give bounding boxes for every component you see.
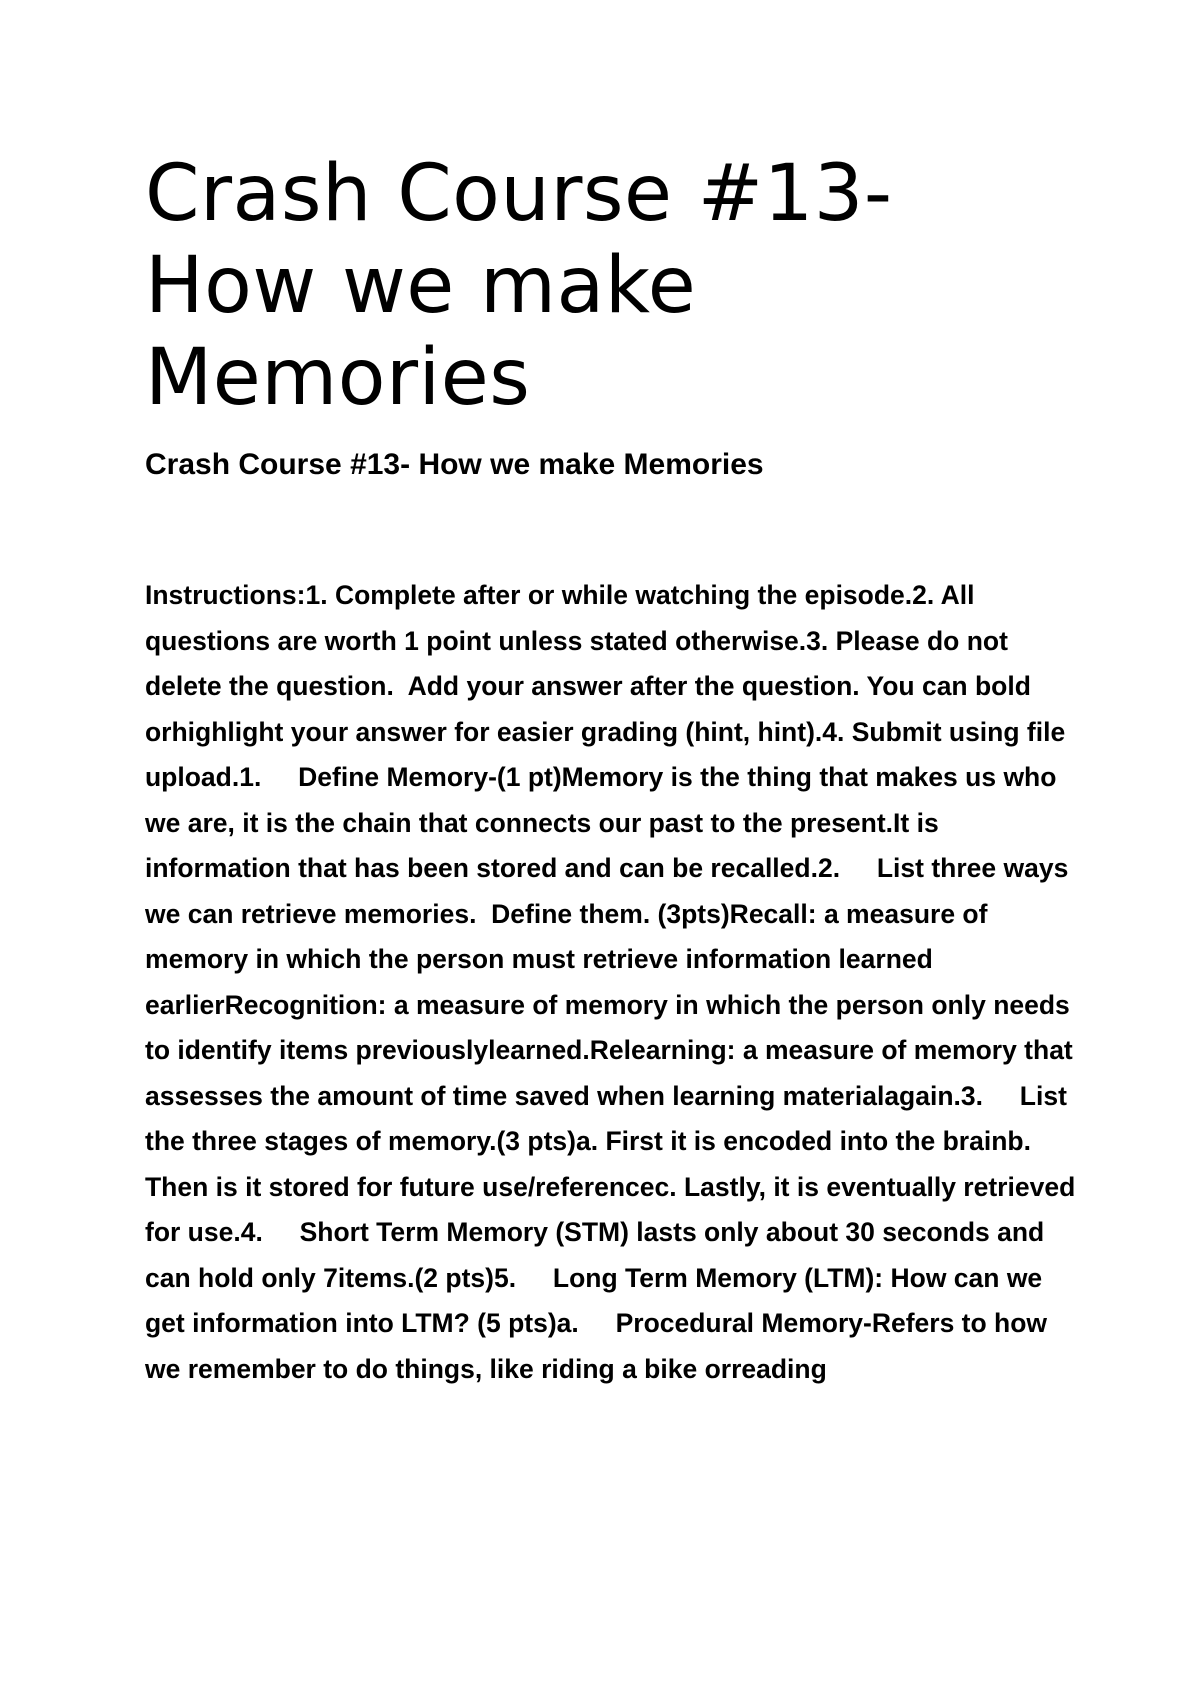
- document-subtitle: Crash Course #13- How we make Memories: [145, 448, 764, 481]
- document-title: Crash Course #13- How we make Memories: [145, 149, 893, 423]
- document-body: Instructions:1. Complete after or while watching the episode.2. All questions are worth 1 point unless stated otherwise.3. Please do not delete the question. Add your answer after the question. You can bold orhighlight your answer for easier grading (hint, hint).4. Submit using file upload.1. Define Memory-(1 pt)Memory is the thing that makes us who we are, it is the chain that connects our past to the present.It is information that has been stored and can be recalled.2. List three ways we can retrieve memories. Define them. (3pts)Recall: a measure of memory in which the person must retrieve information learned earlierRecognition: a measure of memory in which the person only needs to identify items previouslylearned.Relearning: a measure of memory that assesses the amount of time saved when learning materialagain.3. List the three stages of memory.(3 pts)a. First it is encoded into the brainb. Then is it stored for future use/referencec. Lastly, it is eventually retrieved for use.4. Short Term Memory (STM) lasts only about 30 seconds and can hold only 7items.(2 pts)5. Long Term Memory (LTM): How can we get information into LTM? (5 pts)a. Procedural Memory-Refers to how we remember to do things, like riding a bike orreading: [145, 580, 1083, 1384]
